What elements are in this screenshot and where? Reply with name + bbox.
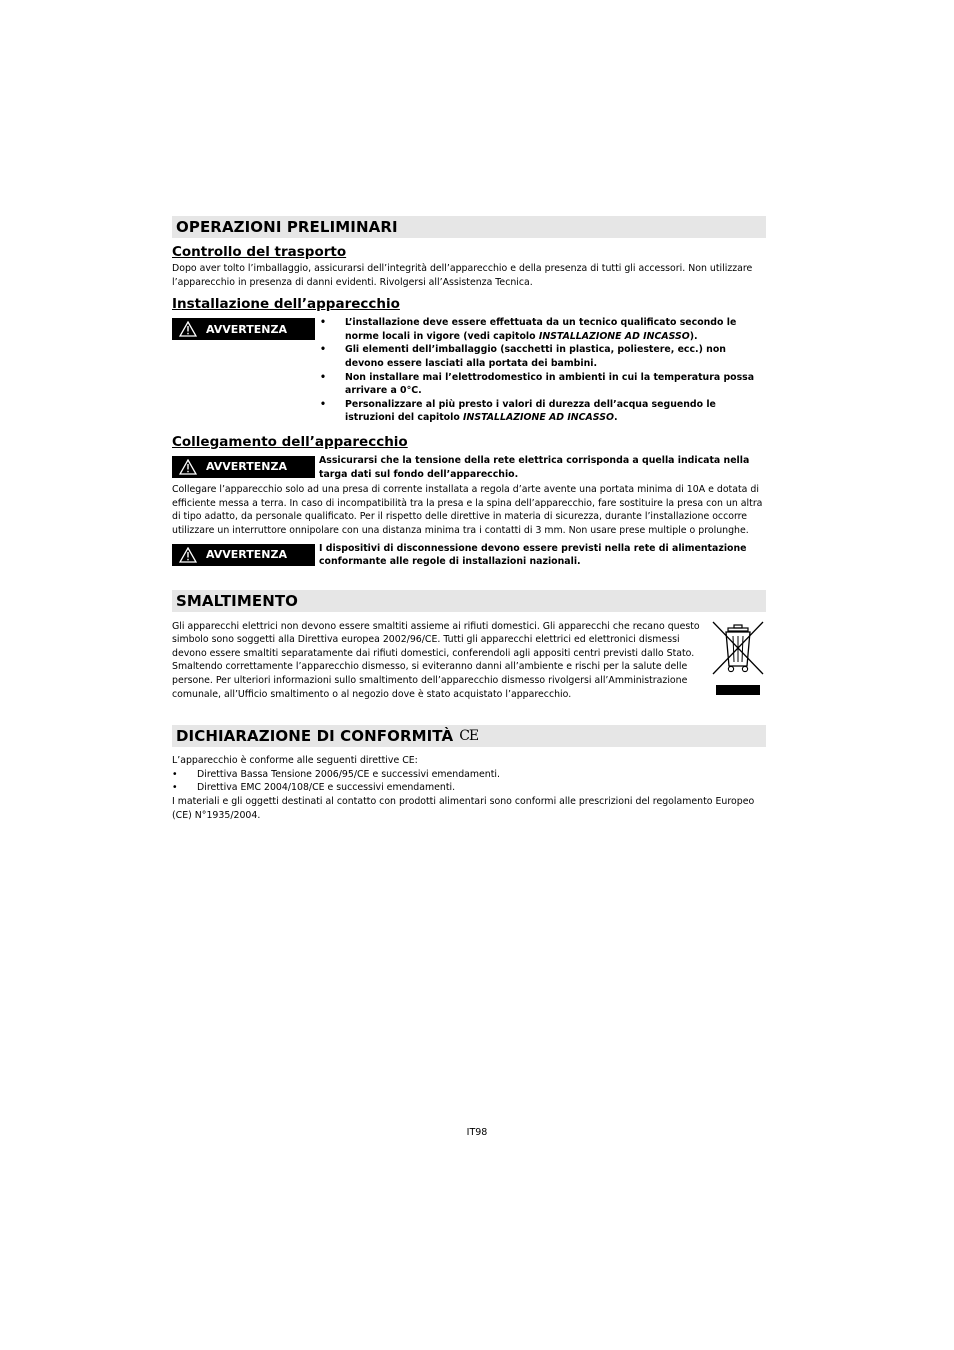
document-page: [172, 216, 766, 822]
page-number: IT98: [466, 1127, 488, 1138]
subheading-trasporto: Controllo del trasporto: [172, 244, 347, 260]
paragraph-conformita-outro: I materiali e gli oggetti destinati al contatto con prodotti alimentari sono conformi alle prescrizioni del regolamento Europeo (CE) N°1935/2004.: [172, 796, 755, 821]
warning-label: AVVERTENZA: [206, 548, 287, 561]
warning-triangle-icon: [179, 459, 197, 475]
warning-collegamento-1: [172, 456, 766, 481]
list-item: • Direttiva EMC 2004/108/CE e successivi emendamenti.: [172, 781, 766, 795]
ce-mark-icon: CE: [459, 728, 479, 745]
warning-text: I dispositivi di disconnessione devono essere previsti nella rete di alimentazione conformante alle regole di installazioni nazionali.: [319, 542, 747, 568]
paragraph-conformita-intro: L’apparecchio è conforme alle seguenti direttive CE:: [172, 755, 418, 767]
section-header-smaltimento: [172, 590, 766, 612]
installazione-bullet-list: [320, 316, 765, 425]
warning-badge: [172, 456, 315, 478]
subheading-collegamento: Collegamento dell’apparecchio: [172, 433, 408, 450]
paragraph-smaltimento: Gli apparecchi elettrici non devono essere smaltiti assieme ai rifiuti domestici. Gli apparecchi che recano questo simbolo sono soggetti alla Direttiva europea 2002/96/CE. Tutti gli apparecchi elettrici ed elettronici dismessi devono essere smaltiti separatamente dai rifiuti domestici, conferendoli agli appositi centri previsti dallo Stato. Smaltendo correttamente l’apparecchio dismesso, si eviteranno danni all’ambiente e rischi per la salute delle persone. Per ulteriori informazioni sullo smaltimento dell’apparecchio dismesso rivolgersi all’Amministrazione comunale, all’Ufficio smaltimento o al negozio dove è stato acquistato l’apparecchio.: [172, 620, 700, 700]
warning-label: AVVERTENZA: [206, 322, 287, 336]
paragraph-trasporto: Dopo aver tolto l’imballaggio, assicurarsi dell’integrità dell’apparecchio e della presenza di tutti gli accessori. Non utilizzare l’apparecchio in presenza di danni evidenti. Rivolgersi all’Assistenza Tecnica.: [172, 263, 753, 288]
section-title: OPERAZIONI PRELIMINARI: [176, 218, 398, 236]
section-header-preliminari: [172, 216, 766, 238]
section-header-conformita: [172, 725, 766, 747]
warning-installazione: [172, 318, 766, 425]
conformita-bullet-list: [172, 768, 766, 795]
list-item: • Gli elementi dell’imballaggio (sacchetti in plastica, poliestere, ecc.) non devono essere lasciati alla portata dei bambini.: [320, 343, 765, 370]
warning-badge: [172, 544, 315, 566]
warning-label: AVVERTENZA: [206, 460, 287, 474]
weee-crossed-bin-icon: [710, 620, 766, 696]
subheading-installazione: Installazione dell’apparecchio: [172, 296, 400, 313]
warning-triangle-icon: [179, 321, 197, 337]
paragraph-collegamento: Collegare l’apparecchio solo ad una presa di corrente installata a regola d’arte avente una portata minima di 10A e dotata di efficiente messa a terra. In caso di incompatibilità tra la presa e la spina dell’apparecchio, fare sostituire la presa con un altra di tipo adatto, da personale qualificato. Per il rispetto delle direttive in materia di sicurezza, durante l’installazione occorre utilizzare un interruttore onnipolare con una distanza minima tra i contatti di 3 mm. Non usare prese multiple o prolunghe.: [172, 484, 763, 536]
smaltimento-body: [172, 620, 766, 702]
warning-text: Assicurarsi che la tensione della rete elettrica corrisponda a quella indicata nella targa dati sul fondo dell’apparecchio.: [319, 454, 750, 480]
list-item: • Direttiva Bassa Tensione 2006/95/CE e successivi emendamenti.: [172, 768, 766, 782]
list-item: • Non installare mai l’elettrodomestico in ambienti in cui la temperatura possa arrivare a 0°C.: [320, 371, 765, 398]
section-title: DICHIARAZIONE DI CONFORMITÀ: [176, 727, 454, 746]
warning-collegamento-2: [172, 544, 766, 569]
warning-badge: [172, 318, 315, 340]
warning-triangle-icon: [179, 547, 197, 563]
list-item: • Personalizzare al più presto i valori di durezza dell’acqua seguendo le istruzioni del capitolo INSTALLAZIONE AD INCASSO.: [320, 398, 765, 425]
list-item: • L’installazione deve essere effettuata da un tecnico qualificato secondo le norme locali in vigore (vedi capitolo INSTALLAZIONE AD INCASSO).: [320, 316, 765, 343]
section-title: SMALTIMENTO: [176, 591, 299, 610]
